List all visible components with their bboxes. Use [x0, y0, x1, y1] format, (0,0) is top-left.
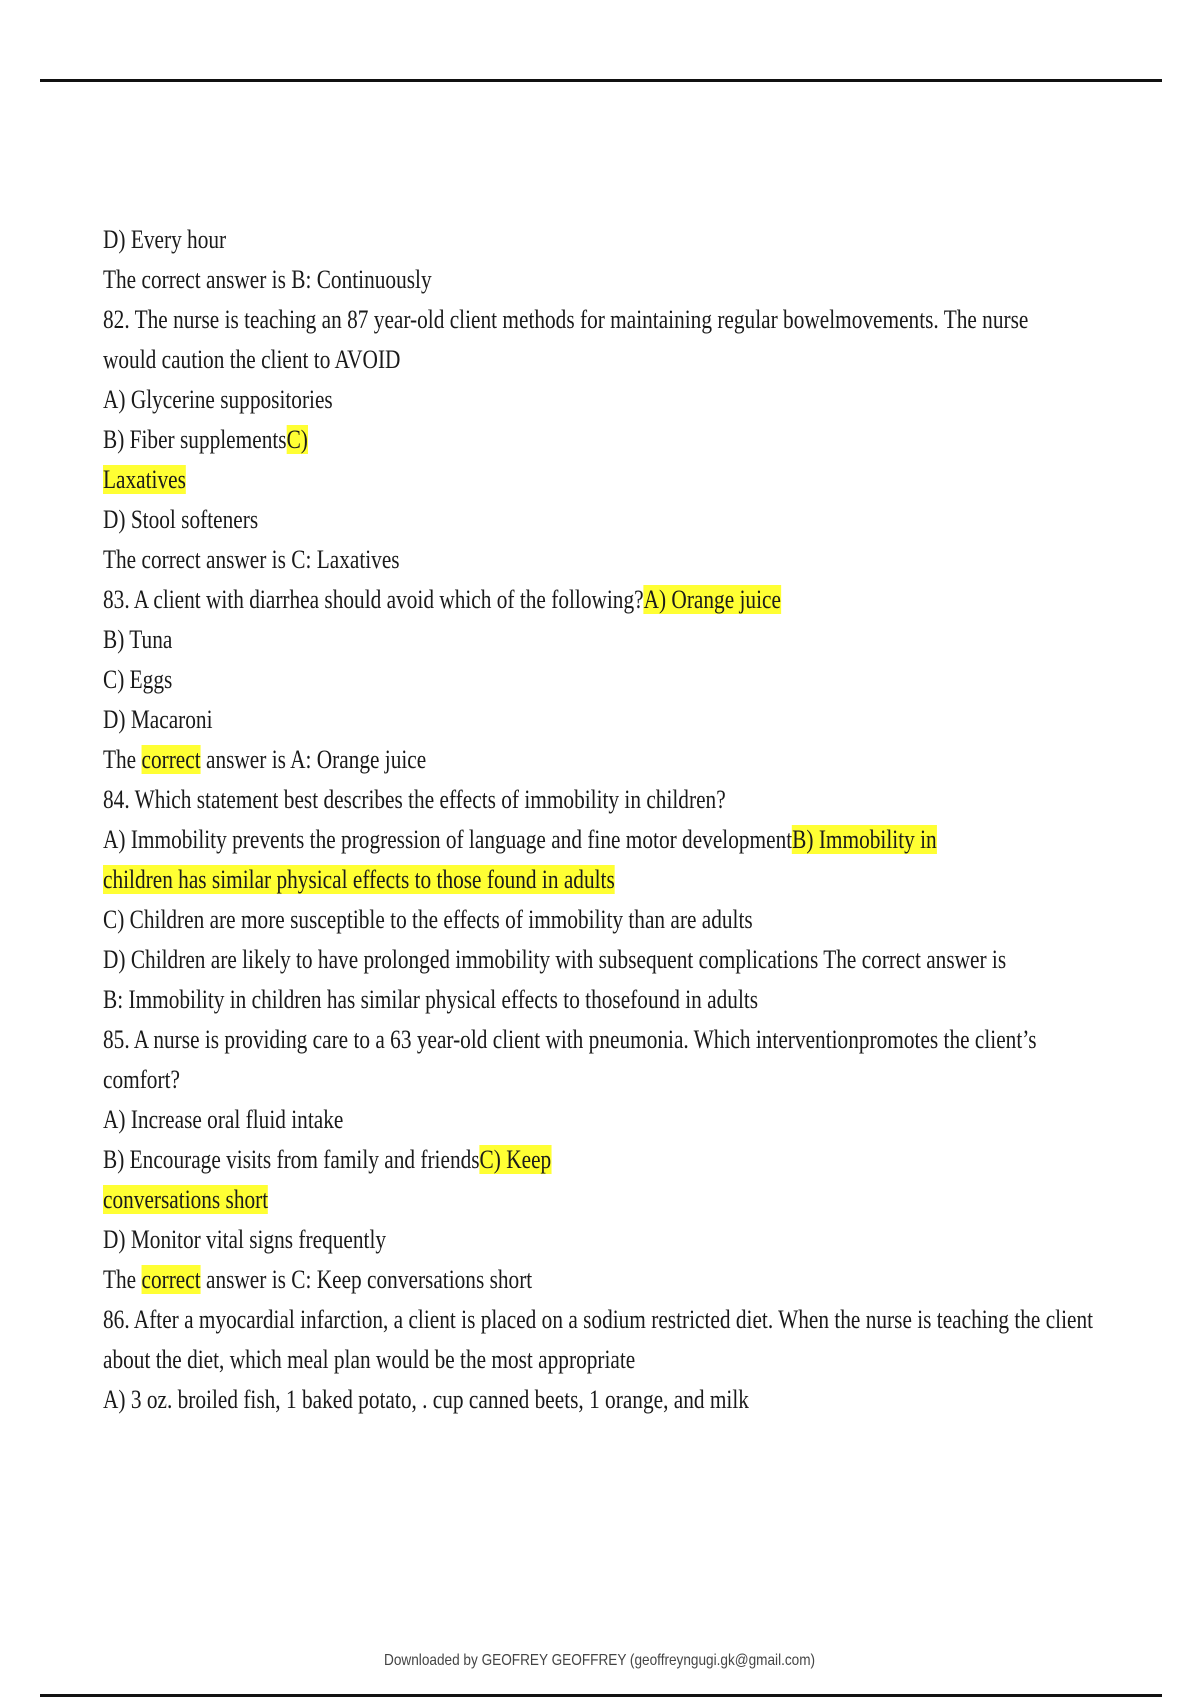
text-run: A) Increase oral fluid intake — [103, 1105, 344, 1134]
text-line — [103, 660, 1005, 700]
text-run: 86. After a myocardial infarction, a client is placed on a sodium restricted diet. When the nurse is teaching the client — [103, 1305, 1094, 1334]
highlighted-answer: correct — [141, 745, 201, 774]
text-line — [103, 460, 1005, 500]
document-body — [103, 220, 1094, 1420]
text-run: A) 3 oz. broiled fish, 1 baked potato, . cup canned beets, 1 orange, and milk — [103, 1385, 749, 1414]
text-run: D) Children are likely to have prolonged immobility with subsequent complications The correct answer is — [103, 945, 1007, 974]
text-run: D) Monitor vital signs frequently — [103, 1225, 387, 1254]
text-line — [103, 860, 1005, 900]
text-line — [103, 1060, 1005, 1100]
text-line — [103, 340, 1005, 380]
highlighted-answer: A) Orange juice — [643, 585, 781, 614]
text-run: 84. Which statement best describes the effects of immobility in children? — [103, 785, 726, 814]
text-line — [103, 1100, 1005, 1140]
text-line — [103, 820, 1005, 860]
text-line — [103, 980, 1005, 1020]
text-run: C) Children are more susceptible to the effects of immobility than are adults — [103, 905, 753, 934]
text-run: B) Encourage visits from family and friends — [103, 1145, 480, 1174]
text-run: D) Every hour — [103, 225, 227, 254]
header-rule — [40, 79, 1162, 82]
text-run: C) Eggs — [103, 665, 173, 694]
text-run: B) Tuna — [103, 625, 173, 654]
text-line — [103, 1340, 1005, 1380]
text-line — [103, 260, 1005, 300]
text-run: B: Immobility in children has similar physical effects to thosefound in adults — [103, 985, 759, 1014]
text-run: would caution the client to AVOID — [103, 345, 401, 374]
text-run: The correct answer is B: Continuously — [103, 265, 432, 294]
text-line — [103, 1220, 1005, 1260]
text-line — [103, 700, 1005, 740]
text-run: answer is C: Keep conversations short — [200, 1265, 533, 1294]
text-line — [103, 420, 1005, 460]
highlighted-answer: Laxatives — [103, 465, 186, 494]
text-run: The — [103, 1265, 142, 1294]
highlighted-answer: B) Immobility in — [792, 825, 937, 854]
text-line — [103, 620, 1005, 660]
text-line — [103, 900, 1005, 940]
text-run: B) Fiber supplements — [103, 425, 287, 454]
text-run: D) Macaroni — [103, 705, 213, 734]
highlighted-answer: children has similar physical effects to those found in adults — [103, 865, 615, 894]
highlighted-answer: C) Keep — [479, 1145, 552, 1174]
download-footer — [0, 1652, 1200, 1670]
text-line — [103, 380, 1005, 420]
text-line — [103, 780, 1005, 820]
footer-rule — [40, 1694, 1162, 1697]
text-run: A) Immobility prevents the progression of language and fine motor development — [103, 825, 793, 854]
footer-text: Downloaded by GEOFREY GEOFFREY (geoffreyngugi.gk@gmail.com) — [384, 1652, 816, 1669]
text-line — [103, 1180, 1005, 1220]
text-run: The correct answer is C: Laxatives — [103, 545, 400, 574]
text-run: 83. A client with diarrhea should avoid which of the following? — [103, 585, 644, 614]
text-run: comfort? — [103, 1065, 180, 1094]
highlighted-answer: conversations short — [103, 1185, 269, 1214]
text-line — [103, 1260, 1005, 1300]
text-run: 85. A nurse is providing care to a 63 year-old client with pneumonia. Which interventionpromotes the client’s — [103, 1025, 1037, 1054]
text-run: A) Glycerine suppositories — [103, 385, 333, 414]
text-run: about the diet, which meal plan would be the most appropriate — [103, 1345, 636, 1374]
text-run: The — [103, 745, 142, 774]
text-run: answer is A: Orange juice — [200, 745, 427, 774]
text-line — [103, 1380, 1005, 1420]
text-line — [103, 940, 1005, 980]
text-line — [103, 500, 1005, 540]
text-line — [103, 1140, 1005, 1180]
text-line — [103, 540, 1005, 580]
text-run: 82. The nurse is teaching an 87 year-old client methods for maintaining regular bowelmovements. The nurse — [103, 305, 1029, 334]
text-line — [103, 300, 1029, 340]
highlighted-answer: C) — [286, 425, 308, 454]
text-line — [103, 740, 1005, 780]
text-line — [103, 220, 1005, 260]
text-run: D) Stool softeners — [103, 505, 259, 534]
highlighted-answer: correct — [141, 1265, 201, 1294]
text-line — [103, 580, 1005, 620]
text-line — [103, 1300, 1094, 1340]
text-line — [103, 1020, 1037, 1060]
